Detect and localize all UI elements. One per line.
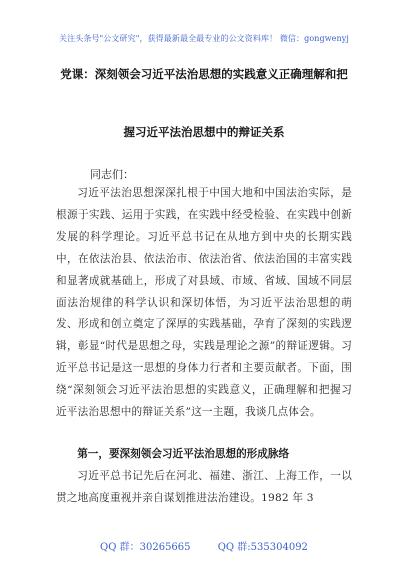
body-paragraph-1: 习近平法治思想深深扎根于中国大地和中国法治实际，是根源于实践、运用于实践，在实践中经受检验、在实践中创新发展的科学理论。习近平总书记在从地方到中央的长期实践中，在依法治县、依法治市、依法治省、依法治国的丰富实践和显著成就基础上，形成了对县域、市域、省域、国域不同层面法治规律的科学认识和深切体悟，为习近平法治思想的萌发、形成和创立奠定了深厚的实践基础，孕育了深刻的实践逻辑，彰显“时代是思想之母，实践是理论之源”的辩证逻辑。习近平总书记是这一思想的身体力行者和主要贡献者。下面，围绕“深刻领会习近平法治思想的实践意义，正确理解和把握习近平法治思想中的辩证关系”这一主题，我谈几点体会。 [56, 187, 352, 419]
footer-contact [0, 538, 408, 553]
greeting: 同志们： [90, 168, 134, 181]
qq-group-2: QQ 群:535304092 [217, 542, 308, 553]
qq-group-1: QQ 群：30265665 [100, 542, 191, 553]
document-title-line-1: 党课：深刻领会习近平法治思想的实践意义正确理解和把 [60, 67, 348, 81]
body-paragraph-2: 习近平总书记先后在河北、福建、浙江、上海工作，一以贯之地高度重视并亲自谋划推进法治建设。1982 年 3 [56, 470, 352, 504]
document-title-line-2: 握习近平法治思想中的辩证关系 [123, 125, 285, 139]
header-note: 关注头条号"公文研究"，获得最新最全最专业的公文资料库！ 微信：gongwenyj [59, 34, 349, 43]
section-heading-1: 第一，要深刻领会习近平法治思想的形成脉络 [77, 448, 290, 460]
